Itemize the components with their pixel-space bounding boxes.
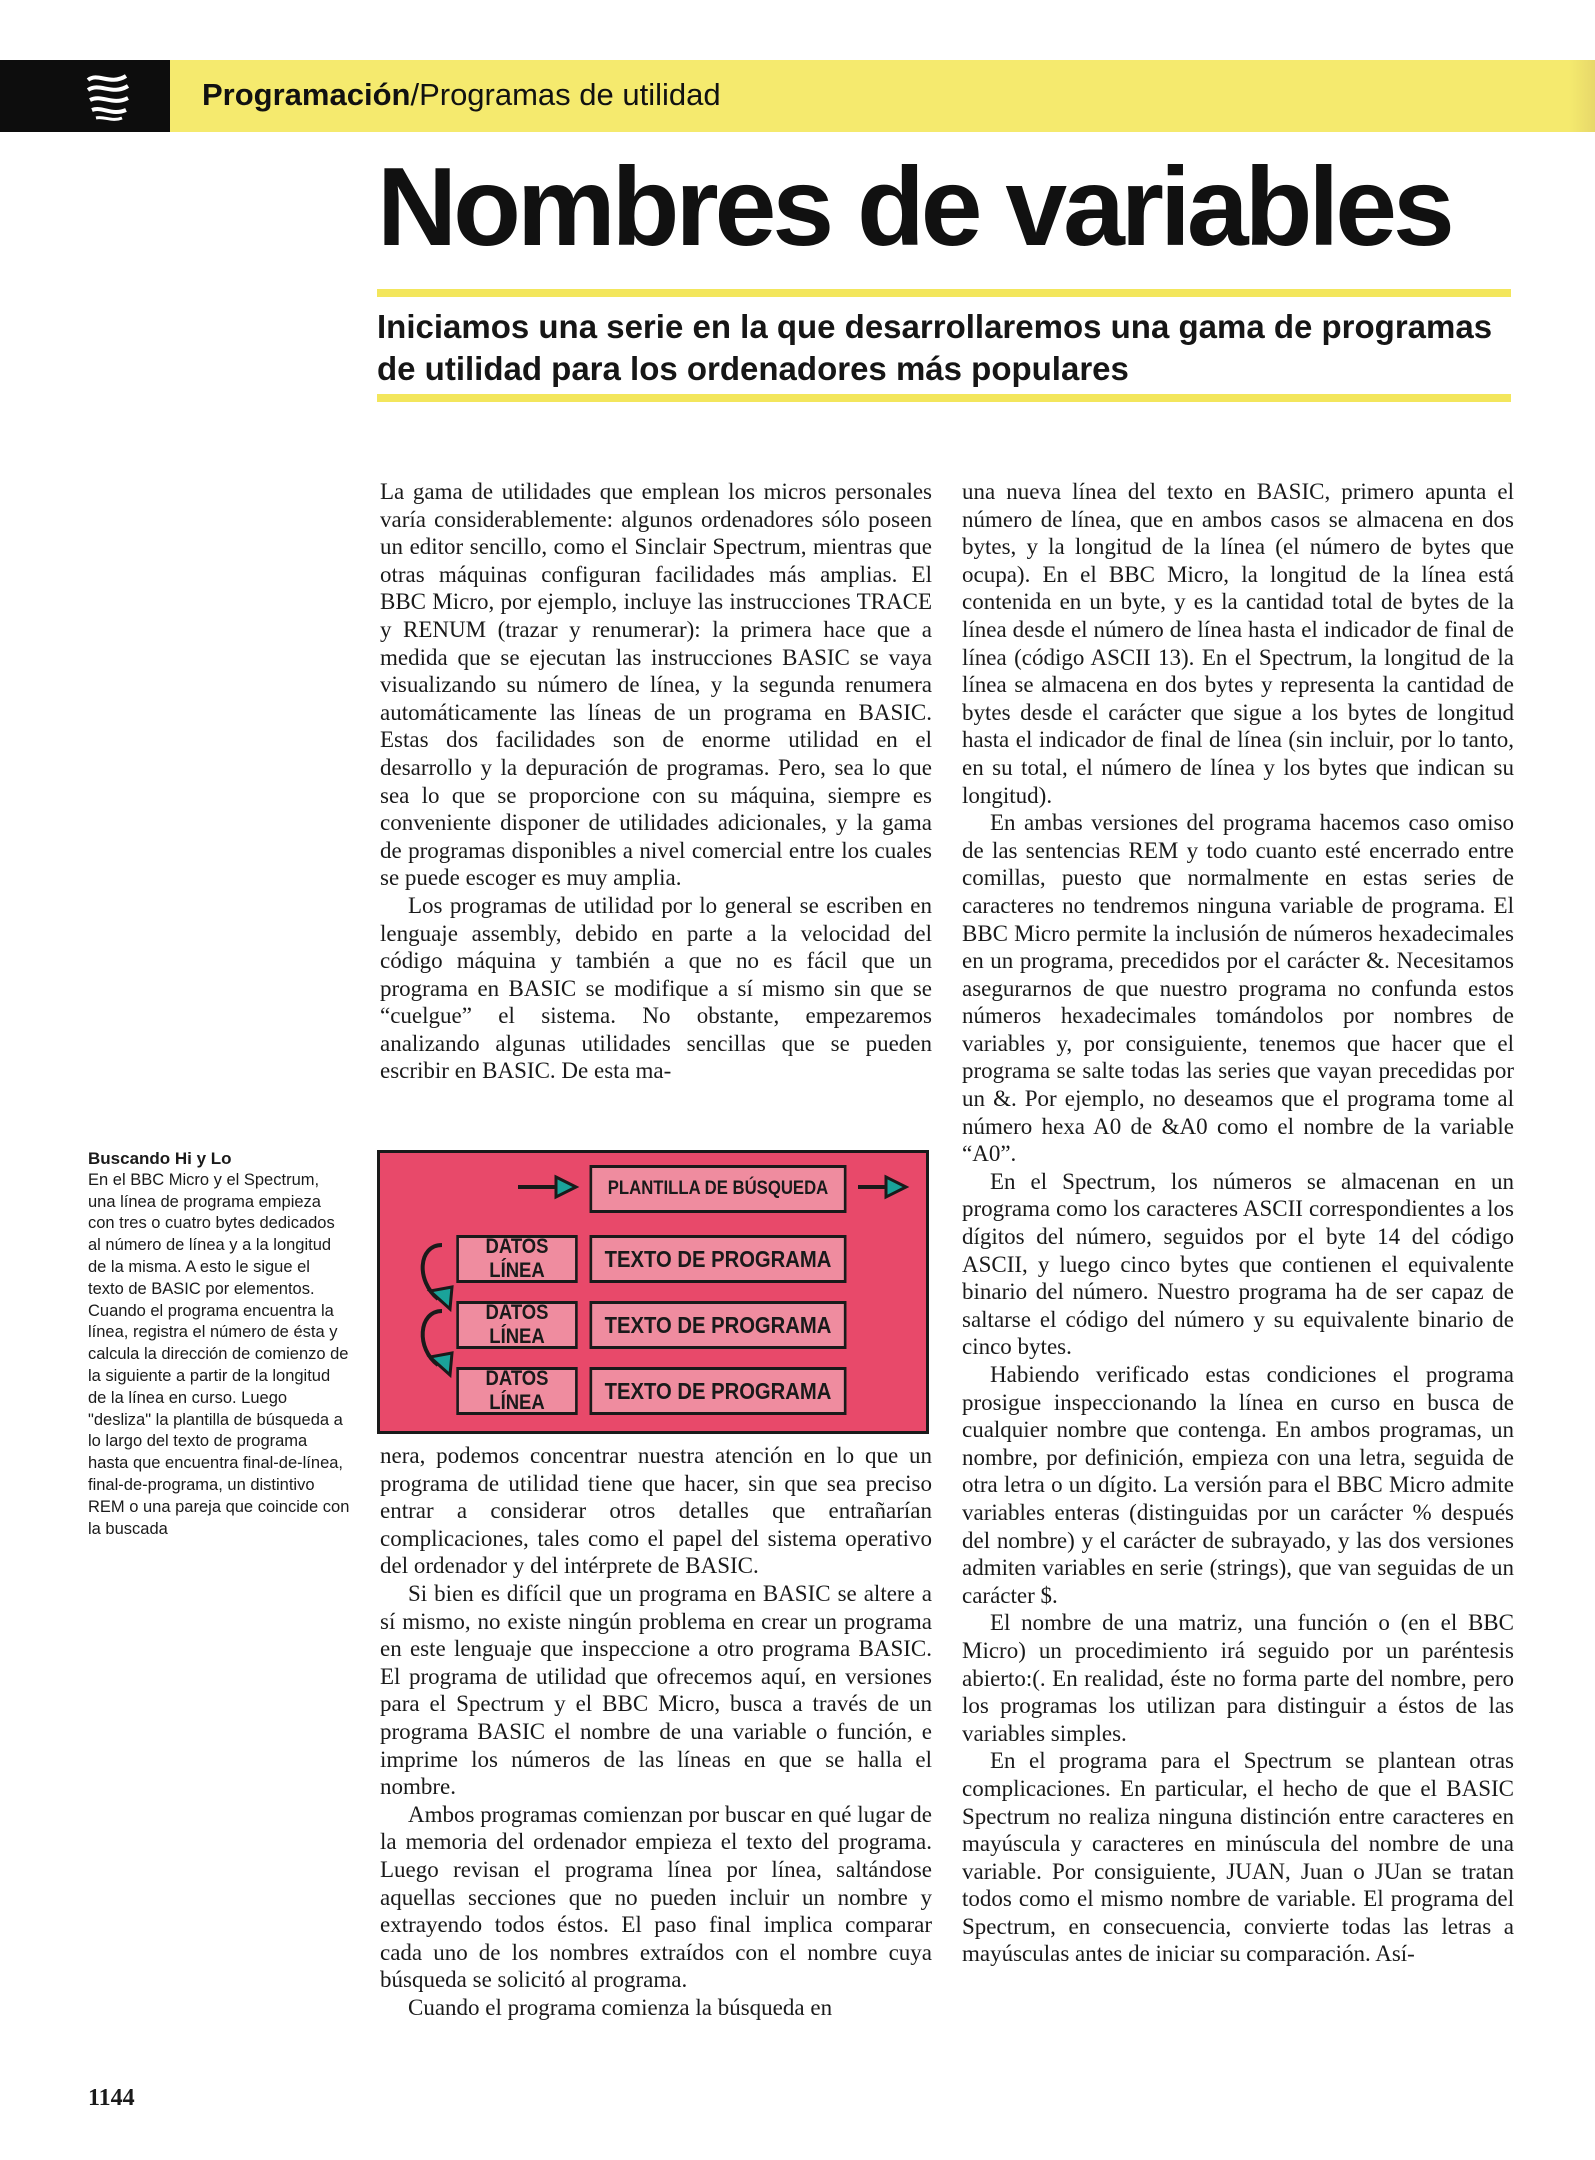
program-text-box: TEXTO DE PROGRAMA bbox=[590, 1367, 847, 1415]
body-column-2 bbox=[962, 478, 1514, 1968]
body-paragraph: Ambos programas comienzan por buscar en qué lugar de la memoria del ordenador empieza el texto del programa. Luego revisan el programa línea por línea, saltándose aquellas secciones que no pueden incluir un nombre y extrayendo todos éstos. El paso final implica comparar cada uno de los nombres extraídos con el nombre cuya búsqueda se solicitó al programa. bbox=[380, 1801, 932, 1993]
body-paragraph: una nueva línea del texto en BASIC, primero apunta el número de línea, que en ambos casos se almacena en dos bytes, y la longitud de la línea (el número de bytes que ocupa). En el BBC Micro, la longitud de la línea está contenida en un byte, y es la cantidad total de bytes de la línea desde el número de línea hasta el indicador de final de línea (código ASCII 13). En el Spectrum, la longitud de la línea se almacena en dos bytes y representa la cantidad de bytes desde el carácter que sigue a los bytes de longitud hasta el indicador de final de línea (sin incluir, por lo tanto, en su total, el número de línea y los bytes que indican su longitud). bbox=[962, 479, 1514, 808]
body-paragraph: Si bien es difícil que un programa en BASIC se altere a sí mismo, no existe ningún problema en crear un programa en este lenguaje que inspeccione a otro programa BASIC. El programa de utilidad que ofrecemos aquí, en versiones para el Spectrum y el BBC Micro, busca a través de un programa BASIC el nombre de una variable o función, e imprime los números de las líneas en que se halla el nombre. bbox=[380, 1580, 932, 1800]
body-paragraph: El nombre de una matriz, una función o (en el BBC Micro) un procedimiento irá seguido por un paréntesis abierto:(. En realidad, éste no forma parte del nombre, pero los programas los utilizan para distinguir a éstos de las variables simples. bbox=[962, 1610, 1514, 1746]
link-arrow-2-head-icon bbox=[430, 1353, 452, 1375]
body-paragraph: La gama de utilidades que emplean los micros personales varía considerablemente: algunos ordenadores sólo poseen un editor sencillo, como el Sinclair Spectrum, mientras que otras máquinas configuran facilidades más amplias. El BBC Micro, por ejemplo, incluye las instrucciones TRACE y RENUM (trazar y renumerar): la primera hace que a medida que se ejecutan las instrucciones BASIC se vaya visualizando su número de línea, y la segunda renumera automáticamente las líneas de un programa en BASIC. Estas dos facilidades son de enorme utilidad en el desarrollo y la depuración de programas. Pero, sea lo que sea lo que se proporcione con su máquina, siempre es conveniente disponer de utilidades adicionales, y la gama de programas disponibles a nivel comercial entre los cuales se puede escoger es muy amplia. bbox=[380, 479, 932, 891]
arrow-out-head-icon bbox=[886, 1177, 906, 1197]
section-header-bar bbox=[0, 60, 1595, 132]
program-text-box: TEXTO DE PROGRAMA bbox=[590, 1301, 847, 1349]
body-column-1-bottom bbox=[380, 1442, 932, 2021]
search-template-diagram bbox=[377, 1150, 929, 1434]
arrow-in-head-icon bbox=[556, 1177, 576, 1197]
article-title: Nombres de variables bbox=[377, 145, 1451, 269]
section-label-bold: Programación bbox=[202, 77, 411, 112]
page-edge-shade bbox=[1569, 60, 1595, 132]
page-number: 1144 bbox=[88, 2085, 135, 2111]
body-paragraph: En ambas versiones del programa hacemos caso omiso de las sentencias REM y todo cuanto esté encerrado entre comillas, puesto que normalmente en estas series de caracteres no tendremos ninguna variable de programa. El BBC Micro permite la inclusión de números hexadecimales en un programa, precedidos por el carácter &. Necesitamos asegurarnos de que nuestro programa no confunda estos números hexadecimales tomándolos por nombres de variables y, por consiguiente, tenemos que hacer que el programa se salte todas las series que vayan precedidas por un &. Por ejemplo, no deseamos que el programa tome al número hexa A0 de &A0 como el nombre de la variable “A0”. bbox=[962, 810, 1514, 1167]
body-paragraph: Habiendo verificado estas condiciones el programa prosigue inspeccionando la línea en curso en busca de cualquier nombre que contenga. En ambos programas, un nombre, por definición, empieza con una letra, seguida de otra letra o un dígito. La versión para el BBC Micro admite variables enteras (distinguidas por un carácter % después del nombre) y el carácter de subrayado, y las dos versiones admiten variables en serie (strings), que van seguidas de un carácter $. bbox=[962, 1362, 1514, 1608]
caption-title: Buscando Hi y Lo bbox=[88, 1149, 232, 1168]
program-text-box: TEXTO DE PROGRAMA bbox=[590, 1235, 847, 1283]
body-paragraph: En el Spectrum, los números se almacenan en un programa como los caracteres ASCII correspondientes a los dígitos del número, seguidos por el byte 14 del código ASCII, y luego cinco bytes que contienen el equivalente binario del número. Nuestro programa ha de ser capaz de saltarse el código del número y su equivalente binario de cinco bytes. bbox=[962, 1168, 1514, 1360]
search-template-box: PLANTILLA DE BÚSQUEDA bbox=[590, 1165, 847, 1213]
series-logo bbox=[0, 60, 170, 132]
section-label bbox=[202, 77, 721, 113]
body-paragraph: Cuando el programa comienza la búsqueda en bbox=[408, 1994, 833, 2020]
wave-lines-icon bbox=[82, 70, 138, 122]
subtitle-rule-top bbox=[377, 289, 1511, 297]
body-paragraph: Los programas de utilidad por lo general se escriben en lenguaje assembly, debido en parte a la velocidad del código máquina y también a que no es fácil que un programa en BASIC se modifique a sí mismo sin que se “cuelgue” el sistema. No obstante, empezaremos analizando algunas utilidades sencillas que se pueden escribir en BASIC. De esta ma- bbox=[380, 892, 932, 1084]
body-paragraph: En el programa para el Spectrum se plantean otras complicaciones. En particular, el hecho de que el BASIC Spectrum no realiza ninguna distinción entre caracteres en mayúscula y caracteres en minúscula del nombre de una variable. Por consiguiente, JUAN, Juan o JUan se tratan todos como el mismo nombre de variable. El programa del Spectrum, en consecuencia, convierte todas las letras a mayúsculas antes de iniciar su comparación. Así- bbox=[962, 1748, 1514, 1967]
section-label-rest: /Programas de utilidad bbox=[410, 77, 721, 112]
body-column-1-top bbox=[380, 478, 932, 1085]
subtitle-rule-bottom bbox=[377, 394, 1511, 402]
line-data-box: DATOS LÍNEA bbox=[456, 1235, 577, 1283]
figure-caption bbox=[88, 1148, 350, 1540]
body-paragraph: nera, podemos concentrar nuestra atención en lo que un programa de utilidad tiene que hacer, sin que sea preciso entrar a considerar otros detalles que entrañarían complicaciones, tales como el papel del sistema operativo del ordenador y del intérprete de BASIC. bbox=[380, 1443, 932, 1579]
line-data-box: DATOS LÍNEA bbox=[456, 1367, 577, 1415]
article-subtitle: Iniciamos una serie en la que desarrollaremos una gama de programas de utilidad para los ordenadores más populares bbox=[377, 308, 1493, 387]
link-arrow-1-head-icon bbox=[430, 1287, 452, 1309]
caption-text: En el BBC Micro y el Spectrum, una línea de programa empieza con tres o cuatro bytes dedicados al número de línea y a la longitud de la misma. A esto le sigue el texto de BASIC por elementos. Cuando el programa encuentra la línea, registra el número de ésta y calcula la dirección de comienzo de la siguiente a partir de la longitud de la línea en curso. Luego "desliza" la plantilla de búsqueda a lo largo del texto de programa hasta que encuentra final-de-línea, final-de-programa, un distintivo REM o una pareja que coincide con la buscada bbox=[88, 1170, 350, 1538]
line-data-box: DATOS LÍNEA bbox=[456, 1301, 577, 1349]
